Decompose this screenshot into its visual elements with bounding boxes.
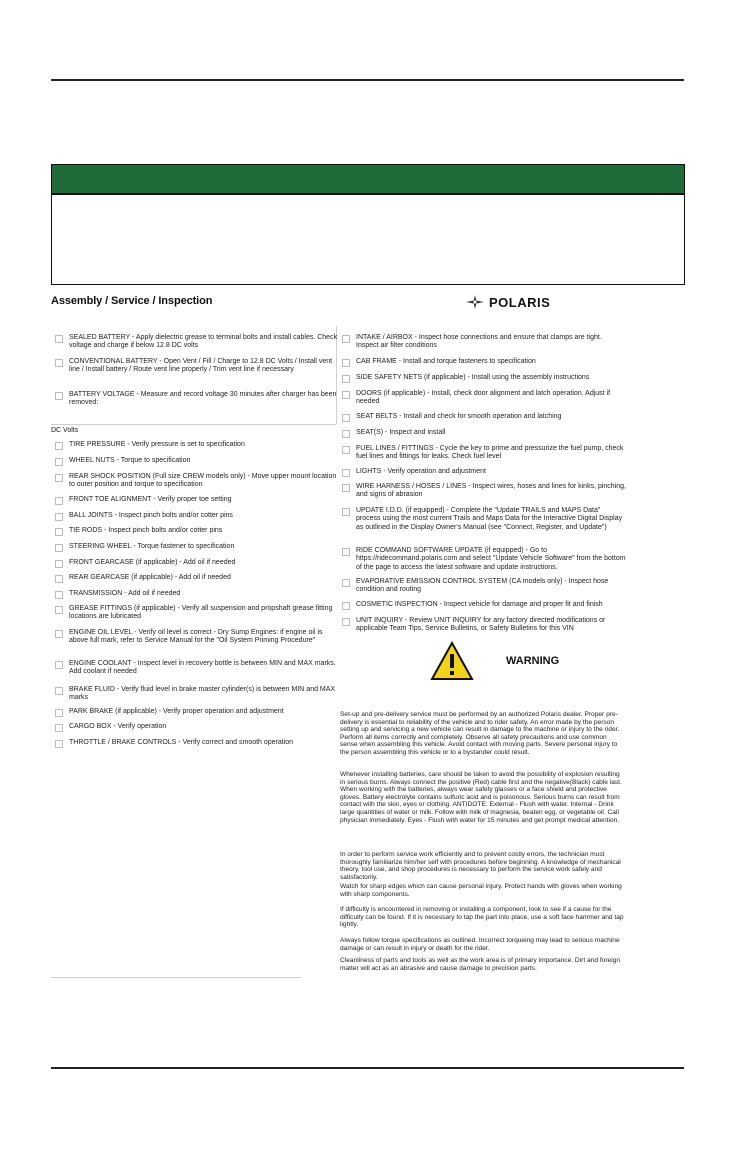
checkbox[interactable]: [55, 544, 63, 552]
checklist-item: INTAKE / AIRBOX - Inspect hose connections and ensure that clamps are tight. Inspect air filter conditions: [342, 334, 626, 351]
checkbox[interactable]: [55, 513, 63, 521]
checkbox[interactable]: [55, 606, 63, 614]
polaris-star-icon: [466, 295, 484, 309]
checkbox[interactable]: [55, 709, 63, 717]
checklist-item: THROTTLE / BRAKE CONTROLS - Verify correct and smooth operation: [55, 739, 338, 748]
checklist-item: REAR GEARCASE (if applicable) - Add oil if needed: [55, 574, 338, 583]
checklist-item: DOORS (if applicable) - Install, check door alignment and latch operation. Adjust if needed: [342, 390, 626, 407]
checklist-item: UPDATE I.D.D. (if equipped) - Complete the "Update TRAILS and MAPS Data" process using the most current Trails and Maps Data for the Interactive Digital Display as outlined in the Display Owner's Manual (see "Connect, Register, and Update"): [342, 507, 626, 532]
checkbox[interactable]: [342, 391, 350, 399]
checkbox[interactable]: [55, 630, 63, 638]
polaris-logo: [466, 293, 550, 311]
checkbox[interactable]: [55, 335, 63, 343]
sheet-title: Assembly / Service / Inspection: [51, 295, 213, 307]
checkbox[interactable]: [342, 359, 350, 367]
checklist-item: ENGINE COOLANT - Inspect level in recovery bottle is between MIN and MAX marks. Add coolant if needed: [55, 660, 338, 677]
checkbox[interactable]: [342, 484, 350, 492]
checkbox[interactable]: [55, 497, 63, 505]
checkbox[interactable]: [342, 430, 350, 438]
checklist-item: SEAT(S) - Inspect and install: [342, 429, 626, 438]
checklist-item: TIRE PRESSURE - Verify pressure is set to specification: [55, 441, 338, 450]
checklist-item: CONVENTIONAL BATTERY - Open Vent / Fill / Charge to 12.8 DC Volts / Install vent line / Install battery / Route vent line properly / Trim vent line if necessary: [55, 358, 338, 375]
warning-paragraph: Set-up and pre-delivery service must be performed by an authorized Polaris dealer. Proper pre-delivery is essential to reliability of the vehicle and to rider safety. An error made by the person setting up and servicing a new vehicle can result in damage to the machine or injury to the rider. Perform all items correctly and completely. Observe all safety precautions and use common sense when assembling this vehicle. Avoid contact with moving parts. Severe personal injury to the person assembling this vehicle or to a bystander could result.: [340, 711, 620, 756]
checkbox[interactable]: [55, 740, 63, 748]
checklist-item: RIDE COMMAND SOFTWARE UPDATE (if equipped) - Go to https://ridecommand.polaris.com and select "Update Vehicle Software" from the bottom of the page to access the latest software and update instructions.: [342, 547, 626, 572]
checklist-item: TIE RODS - Inspect pinch bolts and/or cotter pins: [55, 527, 338, 536]
checklist-item: SEALED BATTERY - Apply dielectric grease to terminal bolts and install cables. Check voltage and charge if below 12.8 DC volts: [55, 334, 338, 351]
checklist-item: TRANSMISSION - Add oil if needed: [55, 590, 338, 599]
checkbox[interactable]: [342, 579, 350, 587]
checklist-item: SIDE SAFETY NETS (if applicable) - Install using the assembly instructions: [342, 374, 626, 383]
bottom-rule: [51, 1067, 684, 1069]
checklist-item: FRONT GEARCASE (if applicable) - Add oil if needed: [55, 559, 338, 568]
checkbox[interactable]: [55, 661, 63, 669]
warning-paragraph: In order to perform service work efficiently and to prevent costly errors, the technician must thoroughly familiarize him/her self with procedures before beginning. A knowledge of mechanical theory, tool use, and shop procedures is necessary to perform the service work safely and satisfactorily.: [340, 851, 621, 881]
warning-label: WARNING: [506, 655, 560, 667]
checkbox[interactable]: [342, 618, 350, 626]
checkbox[interactable]: [55, 442, 63, 450]
checkbox[interactable]: [55, 528, 63, 536]
checkbox[interactable]: [55, 474, 63, 482]
checklist-item: SEAT BELTS - Install and check for smooth operation and latching: [342, 413, 626, 422]
checkbox[interactable]: [342, 508, 350, 516]
checkbox[interactable]: [55, 359, 63, 367]
checkbox[interactable]: [55, 458, 63, 466]
checklist-item: PARK BRAKE (if applicable) - Verify proper operation and adjustment: [55, 708, 338, 717]
checkbox[interactable]: [55, 591, 63, 599]
warning-paragraph: If difficulty is encountered in removing or installing a component, look to see if a cause for the difficulty can be found. If it is necessary to tap the part into place, use a soft face hammer and tap lightly.: [340, 906, 624, 929]
checkbox[interactable]: [342, 469, 350, 477]
checklist-item: COSMETIC INSPECTION - Inspect vehicle for damage and proper fit and finish: [342, 601, 626, 610]
checklist-item: FRONT TOE ALIGNMENT - Verify proper toe setting: [55, 496, 338, 505]
checkbox[interactable]: [55, 392, 63, 400]
checklist-item: ENGINE OIL LEVEL - Verify oil level is correct - Dry Sump Engines: if engine oil is above full mark, refer to Service Manual for the "Oil System Priming Procedure": [55, 629, 338, 646]
checkbox[interactable]: [342, 375, 350, 383]
warning-paragraph: Always follow torque specifications as outlined. Incorrect torqueing may lead to serious machine damage or can result in injury or death for the rider.: [340, 937, 620, 952]
checkbox[interactable]: [55, 724, 63, 732]
checkbox[interactable]: [342, 414, 350, 422]
checkbox[interactable]: [55, 575, 63, 583]
warning-paragraph: Watch for sharp edges which can cause personal injury. Protect hands with gloves when working with sharp components.: [340, 883, 622, 898]
checkbox[interactable]: [342, 335, 350, 343]
dc-volts-label: DC Volts: [51, 427, 79, 434]
left-section-divider: [51, 424, 336, 425]
checklist-item: BATTERY VOLTAGE - Measure and record voltage 30 minutes after charger has been removed:: [55, 391, 338, 408]
checklist-item: EVAPORATIVE EMISSION CONTROL SYSTEM (CA models only) - Inspect hose condition and routing: [342, 578, 626, 595]
brand-name: POLARIS: [489, 294, 551, 310]
warning-paragraph: Cleanliness of parts and tools as well as the work area is of primary importance. Dirt and foreign matter will act as an abrasive and cause damage to precision parts.: [340, 957, 620, 972]
checkbox[interactable]: [342, 602, 350, 610]
warning-triangle-icon: [430, 641, 474, 681]
checkbox[interactable]: [55, 687, 63, 695]
checklist-item: REAR SHOCK POSITION (Full size CREW models only) - Move upper mount location to outer position and torque to specification: [55, 473, 338, 490]
notice-header-bar: [51, 164, 685, 194]
warning-paragraph: Whenever installing batteries, care should be taken to avoid the possibility of explosion resulting in serious burns. Always connect the positive (Red) cable first and the negative(Black) cable last. When working with the batteries, always wear safety glasses or a face shield and protective gloves. Battery electrolyte contains sulfuric acid and is poisonous. Serious burns can result from contact with the skin, eyes or clothing. ANTIDOTE: External - Flush with water. Internal - Drink large quantities of water or milk. Follow with milk of magnesia, beaten egg, or vegetable oil. Call physician immediately. Eyes - Flush with water for 15 minutes and get prompt medical attention.: [340, 771, 622, 824]
checklist-item: CARGO BOX - Verify operation: [55, 723, 338, 732]
checklist-item: UNIT INQUIRY - Review UNIT INQUIRY for any factory directed modifications or applicable Team Tips, Service Bulletins, or Safety Bulletins for this VIN: [342, 617, 626, 634]
top-rule: [51, 79, 684, 81]
checklist-item: WHEEL NUTS - Torque to specification: [55, 457, 338, 466]
checklist-item: BRAKE FLUID - Verify fluid level in brake master cylinder(s) is between MIN and MAX marks: [55, 686, 338, 703]
checklist-item: GREASE FITTINGS (if applicable) - Verify all suspension and propshaft grease fitting locations are lubricated: [55, 605, 338, 622]
checklist-item: CAB FRAME - Install and torque fasteners to specification: [342, 358, 626, 367]
checkbox[interactable]: [342, 548, 350, 556]
checklist-item: STEERING WHEEL - Torque fastener to specification: [55, 543, 338, 552]
checkbox[interactable]: [342, 446, 350, 454]
notice-box: [51, 193, 685, 285]
warning-heading: [430, 641, 559, 681]
checklist-item: BALL JOINTS - Inspect pinch bolts and/or cotter pins: [55, 512, 338, 521]
checklist-item: LIGHTS - Verify operation and adjustment: [342, 468, 626, 477]
checklist-item: WIRE HARNESS / HOSES / LINES - Inspect wires, hoses and lines for kinks, pinching, and signs of abrasion: [342, 483, 626, 500]
left-bottom-divider: [51, 977, 301, 978]
checkbox[interactable]: [55, 560, 63, 568]
checklist-item: FUEL LINES / FITTINGS - Cycle the key to prime and pressurize the fuel pump, check fuel lines and fittings for leaks. Check fuel level: [342, 445, 626, 462]
